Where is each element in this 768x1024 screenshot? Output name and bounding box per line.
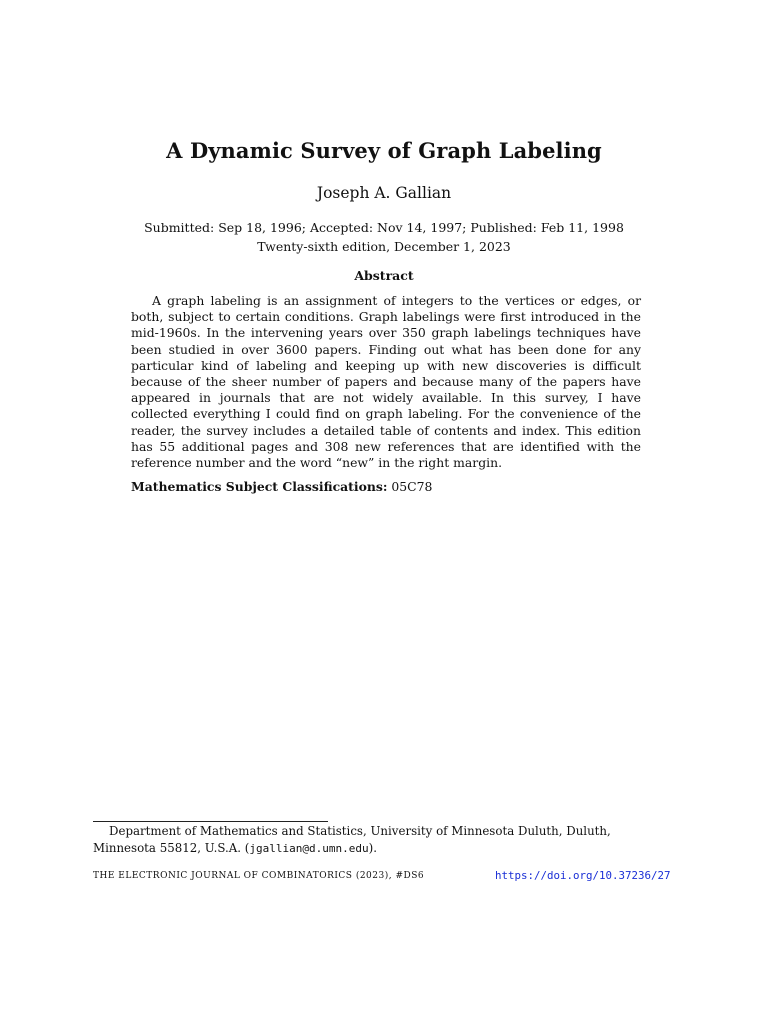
journal-citation: THE ELECTRONIC JOURNAL OF COMBINATORICS (2023), #DS6 — [93, 871, 425, 881]
footnote-closing: ). — [368, 840, 377, 855]
abstract-heading: Abstract — [354, 268, 414, 283]
publication-dates — [0, 218, 768, 256]
author-footnote — [93, 823, 653, 857]
edition-line: Twenty-sixth edition, December 1, 2023 — [257, 239, 511, 254]
subject-classification — [131, 479, 641, 494]
author-email[interactable]: jgallian@d.umn.edu — [249, 841, 369, 855]
classification-label: Mathematics Subject Classifications: — [131, 479, 388, 494]
footnote-affiliation: Department of Mathematics and Statistics, University of Minnesota Duluth, Duluth, Minnesota 55812, U.S.A. ( — [93, 824, 611, 855]
author-name: Joseph A. Gallian — [316, 184, 452, 202]
abstract-body: A graph labeling is an assignment of integers to the vertices or edges, or both, subject to certain conditions. Graph labelings were first introduced in the mid-1960s. In the intervening years over 350 graph labelings techniques have been studied in over 3600 papers. Finding out what has been done for any particular kind of labeling and keeping up with new discoveries is difficult because of the sheer number of papers and because many of the papers have appeared in journals that are not widely available. In this survey, I have collected everything I could find on graph labeling. For the convenience of the reader, the survey includes a detailed table of contents and index. This edition has 55 additional pages and 308 new references that are identified with the reference number and the word “new” in the right margin. — [131, 293, 641, 471]
doi-link[interactable]: https://doi.org/10.37236/27 — [495, 869, 671, 882]
submission-line: Submitted: Sep 18, 1996; Accepted: Nov 14, 1997; Published: Feb 11, 1998 — [144, 220, 624, 235]
classification-value: 05C78 — [391, 479, 433, 494]
paper-title: A Dynamic Survey of Graph Labeling — [166, 138, 602, 163]
footnote-divider — [93, 821, 328, 822]
